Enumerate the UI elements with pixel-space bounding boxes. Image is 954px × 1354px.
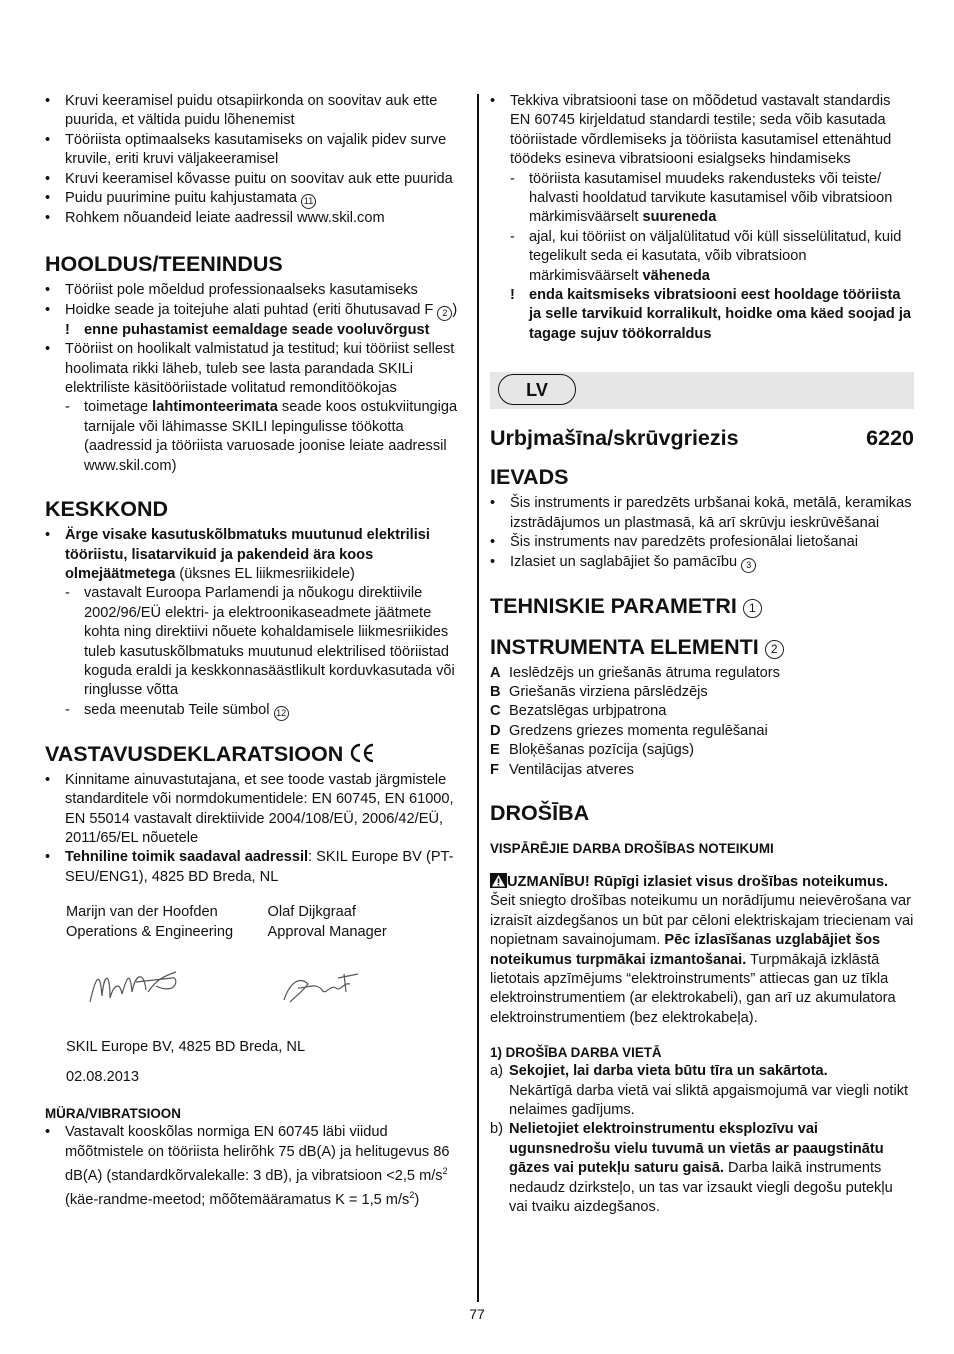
section-title-elementi bbox=[490, 634, 914, 660]
list-item: • Šis instruments ir paredzēts urbšanai kokā, metālā, keramikas izstrādājumos un plastmasā, kā arī skrūvju ieskrūvēšanai bbox=[490, 494, 914, 533]
declaration-date: 02.08.2013 bbox=[66, 1068, 140, 1085]
element-item bbox=[490, 702, 914, 721]
list-item-text: ) bbox=[452, 301, 458, 318]
element-key: C bbox=[490, 703, 501, 720]
list-item-text: Puidu puurimine puitu kahjustamata bbox=[65, 190, 298, 207]
section-title-myra: MÜRA/VIBRATSIOON bbox=[45, 1106, 181, 1122]
section-title-ievads: IEVADS bbox=[490, 465, 569, 490]
list-item: • Rohkem nõuandeid leiate aadressil www.skil.com bbox=[45, 209, 469, 228]
list-item bbox=[490, 553, 914, 573]
element-key: F bbox=[490, 761, 499, 778]
signatories bbox=[66, 903, 469, 1024]
list-item bbox=[490, 92, 914, 344]
column-divider bbox=[477, 94, 479, 1302]
list-item-text: ) bbox=[414, 1192, 420, 1209]
product-number: 6220 bbox=[866, 426, 914, 451]
language-band bbox=[490, 372, 914, 409]
signatory-role: Approval Manager bbox=[267, 923, 387, 940]
superscript: 2 bbox=[409, 1190, 415, 1201]
item-bold: Sekojiet, lai darba vieta būtu tīra un sakārtota. bbox=[509, 1063, 828, 1080]
signature-2-image bbox=[278, 962, 368, 1014]
language-badge: LV bbox=[498, 374, 576, 405]
section-title-text: TEHNISKIE PARAMETRI bbox=[490, 593, 737, 618]
subsection-title: 1) DROŠĪBA DARBA VIETĀ bbox=[490, 1045, 662, 1061]
warning-note bbox=[510, 286, 914, 344]
list-item: • Kinnitame ainuvastutajana, et see toode vastab järgmistele standarditele või normdokumentidele: EN 60745, EN 61000, EN 55014 vastavalt direktiivide 2004/108/EÜ, 2006/42/EÜ, 2011/65/EL nõuetele bbox=[45, 771, 469, 849]
product-title-row bbox=[490, 425, 914, 451]
list-item-text: : SKIL Europe BV (PT-SEU/ENG1), 4825 BD Breda, NL bbox=[65, 849, 454, 885]
list-item-text: Izlasiet un saglabājiet šo pamācību bbox=[510, 553, 738, 570]
list-item: • Tööriista optimaalseks kasutamiseks on vajalik pidev surve kruvile, eriti kruvi väljakeeramisel bbox=[45, 131, 469, 170]
list-item-text: Vastavalt kooskõlas normiga EN 60745 läbi viidud mõõtmistele on tööriista helirõhk 75 dB(A) ja helitugevus 86 dB(A) (standardkõrvalekalle: 3 dB), ja vibratsioon <2,5 m/s bbox=[65, 1124, 450, 1184]
element-key: E bbox=[490, 742, 500, 759]
hooldus-list bbox=[45, 281, 469, 476]
figure-ref: 2 bbox=[765, 640, 784, 659]
sub-item-text: ajal, kui tööriist on väljalülitatud või küll sisselülitatud, kuid tegelikult seda ei kasutata, võib vibratsioon märkimisväärselt bbox=[529, 228, 902, 284]
usage-tips-list bbox=[45, 92, 469, 228]
section-title-keskkond: KESKKOND bbox=[45, 497, 169, 522]
signatory-name: Olaf Dijkgraaf bbox=[267, 904, 356, 921]
left-column bbox=[45, 92, 469, 1211]
paragraph-bold: UZMANĪBU! Rūpīgi izlasiet visus drošības noteikumus. bbox=[507, 873, 889, 890]
sub-item-bold: lahtimonteerimata bbox=[152, 399, 278, 416]
element-item bbox=[490, 664, 914, 683]
section-title-tehniskie bbox=[490, 593, 914, 619]
element-item bbox=[490, 683, 914, 702]
page-number: 77 bbox=[469, 1306, 485, 1322]
company-address: SKIL Europe BV, 4825 BD Breda, NL bbox=[66, 1039, 306, 1056]
paragraph-bold: Pēc izlasīšanas uzglabājiet šos noteikumus turpmākai izmantošanai. bbox=[490, 932, 881, 968]
item-key: b) bbox=[490, 1121, 503, 1138]
list-item bbox=[45, 1123, 469, 1210]
sub-item bbox=[510, 170, 914, 228]
sub-item bbox=[65, 701, 469, 721]
element-text: Ieslēdzējs un griešanās ātruma regulators bbox=[509, 664, 780, 681]
sub-item-text: seade koos ostukviitungiga tarnijale või lähimasse SKILI lepingulisse töökotta (aadressid ja tööriista varuosade joonise leiate aadressil www.skil.com) bbox=[84, 399, 458, 474]
sub-item bbox=[65, 398, 469, 476]
section-title-text: INSTRUMENTA ELEMENTI bbox=[490, 634, 759, 659]
list-item-text: (üksnes EL liikmesriikidele) bbox=[175, 565, 355, 582]
elements-list bbox=[490, 664, 914, 780]
element-text: Gredzens griezes momenta regulēšanai bbox=[509, 722, 768, 739]
list-item bbox=[45, 340, 469, 476]
sub-item-text: tööriista kasutamisel muudeks rakendusteks või teiste/ halvasti hooldatud tarvikute kasutamisel võib vibratsioon märkimisväärselt bbox=[529, 170, 893, 226]
element-text: Griešanās virziena pārslēdzējs bbox=[509, 683, 708, 700]
element-key: A bbox=[490, 664, 501, 681]
figure-ref: 12 bbox=[274, 706, 289, 721]
figure-ref: 1 bbox=[743, 599, 762, 618]
element-item bbox=[490, 722, 914, 741]
list-item-text: Tekkiva vibratsiooni tase on mõõdetud vastavalt standardis EN 60745 kirjeldatud standardi testile; seda võib kasutada tööriistade võrdlemiseks ja tööriista kasutamisel ettenähtud töödeks esineva vibratsiooni esialgseks hindamiseks bbox=[510, 93, 892, 168]
warning-text: enne puhastamist eemaldage seade vooluvõrgust bbox=[84, 321, 430, 338]
sub-item-text: toimetage bbox=[84, 399, 153, 416]
list-item bbox=[45, 848, 469, 887]
section-title-drosiba: DROŠĪBA bbox=[490, 800, 590, 825]
element-text: Bloķēšanas pozīcija (sajūgs) bbox=[509, 742, 694, 759]
item-text: Nekārtīgā darba vietā vai sliktā apgaismojumā var viegli notikt nelaimes gadījums. bbox=[509, 1082, 909, 1118]
element-item bbox=[490, 761, 914, 780]
list-item bbox=[45, 526, 469, 721]
right-column bbox=[490, 92, 914, 1217]
list-item-bold: Ärge visake kasutuskõlbmatuks muutunud elektrilisi tööriistu, lisatarvikuid ja pakendeid ära koos olmejäätmetega bbox=[65, 527, 430, 582]
workplace-safety-list bbox=[490, 1062, 914, 1217]
subsection-title: VISPĀRĒJIE DARBA DROŠĪBAS NOTEIKUMI bbox=[490, 840, 774, 856]
signatory-role: Operations & Engineering bbox=[66, 923, 234, 940]
list-item-text: Hoidke seade ja toitejuhe alati puhtad (eriti õhutusavad F bbox=[65, 301, 434, 318]
figure-ref: 11 bbox=[301, 194, 316, 209]
element-key: D bbox=[490, 722, 501, 739]
list-item-text: (käe-randme-meetod; mõõtemääramatus K = 1,5 m/s bbox=[65, 1192, 410, 1209]
vibration-list bbox=[490, 92, 914, 344]
paragraph-text: Turpmākajā izklāstā lietotais apzīmējums “elektroinstruments” attiecas gan uz tīkla elektroinstrumentiem (ar elektrokabeli), gan arī uz akumulatora elektroinstrumentiem (bez elektrokabeļa). bbox=[490, 951, 896, 1026]
list-item-bold: Tehniline toimik saadaval aadressil bbox=[65, 849, 309, 866]
element-item bbox=[490, 741, 914, 760]
list-item: • Kruvi keeramisel puidu otsapiirkonda on soovitav auk ette puurida, et vältida puidu lõhenemist bbox=[45, 92, 469, 131]
section-title-vastavus bbox=[45, 741, 469, 767]
sub-list bbox=[65, 398, 469, 476]
sub-item bbox=[510, 228, 914, 286]
item-text: Darba laikā instruments nedaudz dzirksteļo, un tas var izsaukt viegli degošu putekļu vai tvaiku aizdegšanos. bbox=[509, 1160, 893, 1216]
sub-item-text: seda meenutab Teile sümbol bbox=[84, 701, 270, 718]
myra-list bbox=[45, 1123, 469, 1210]
item-key: a) bbox=[490, 1063, 503, 1080]
ievads-list bbox=[490, 494, 914, 572]
warning-mark: ! bbox=[510, 287, 515, 304]
superscript: 2 bbox=[442, 1166, 448, 1177]
safety-item bbox=[490, 1062, 914, 1120]
figure-ref: 3 bbox=[741, 558, 756, 573]
sub-item-bold: väheneda bbox=[642, 267, 710, 284]
signatory-name: Marijn van der Hoofden bbox=[66, 904, 218, 921]
item-bold: Nelietojiet elektroinstrumentu eksplozīvu vai ugunsnedrošu vielu tuvumā un vietās ar paaugstinātu gāzes vai putekļu saturu gaisā. bbox=[509, 1121, 884, 1177]
paragraph-text: Šeit sniegto drošības noteikumu un norādījumu neievērošana var izraisīt aizdegšanos un būt par cēloni elektriskajam triecienam vai nopietnam savainojumam. bbox=[490, 893, 914, 949]
section-title-text: VASTAVUSDEKLARATSIOON bbox=[45, 741, 344, 766]
signatory-2 bbox=[268, 903, 470, 1024]
warning-triangle-icon bbox=[490, 873, 507, 888]
warning-mark: ! bbox=[65, 321, 70, 338]
vastavus-list bbox=[45, 771, 469, 887]
element-text: Bezatslēgas urbjpatrona bbox=[509, 703, 667, 720]
sub-item: - vastavalt Euroopa Parlamendi ja nõukogu direktiivile 2002/96/EÜ elektri- ja elektroonikaseadmete jäätmete kohta ning direktiivi nõuete kohaldamisele liikmesriikides tuleb kasutuskõlbmatuks muutunud elektrilised tööriistad koguda eraldi ja keskkonnasäästlikult korduvkasutada või ringlusse võtta bbox=[65, 584, 469, 700]
list-item bbox=[45, 301, 469, 340]
list-item bbox=[45, 189, 469, 209]
sub-item-bold: suureneda bbox=[642, 209, 717, 226]
list-item: • Šis instruments nav paredzēts profesionālai lietošanai bbox=[490, 533, 914, 552]
sub-list bbox=[510, 170, 914, 286]
warning-text: enda kaitsmiseks vibratsiooni eest hooldage tööriista ja selle tarvikuid korralikult, hoidke oma käed soojad ja tagage sujuv töökorraldus bbox=[529, 287, 912, 342]
list-item-text: Tööriist on hoolikalt valmistatud ja testitud; kui tööriist sellest hoolimata rikki läheb, tuleb see lasta parandada SKILi elektriliste käsitööriistade volitatud remonditöökojas bbox=[65, 341, 455, 397]
list-item: • Kruvi keeramisel kõvasse puitu on soovitav auk ette puurida bbox=[45, 170, 469, 189]
keskkond-list bbox=[45, 526, 469, 721]
signatory-1 bbox=[66, 903, 268, 1024]
element-text: Ventilācijas atveres bbox=[509, 761, 634, 778]
element-key: B bbox=[490, 683, 501, 700]
product-title: Urbjmašīna/skrūvgriezis bbox=[490, 426, 739, 451]
section-title-hooldus: HOOLDUS/TEENINDUS bbox=[45, 252, 283, 277]
sub-list bbox=[65, 584, 469, 720]
figure-ref: 2 bbox=[437, 306, 452, 321]
signature-1-image bbox=[86, 962, 186, 1018]
list-item: • Tööriist pole mõeldud professionaalseks kasutamiseks bbox=[45, 281, 469, 300]
ce-mark-icon bbox=[349, 743, 375, 763]
safety-item bbox=[490, 1120, 914, 1217]
safety-intro-paragraph bbox=[490, 873, 914, 1028]
warning-note bbox=[65, 321, 469, 340]
